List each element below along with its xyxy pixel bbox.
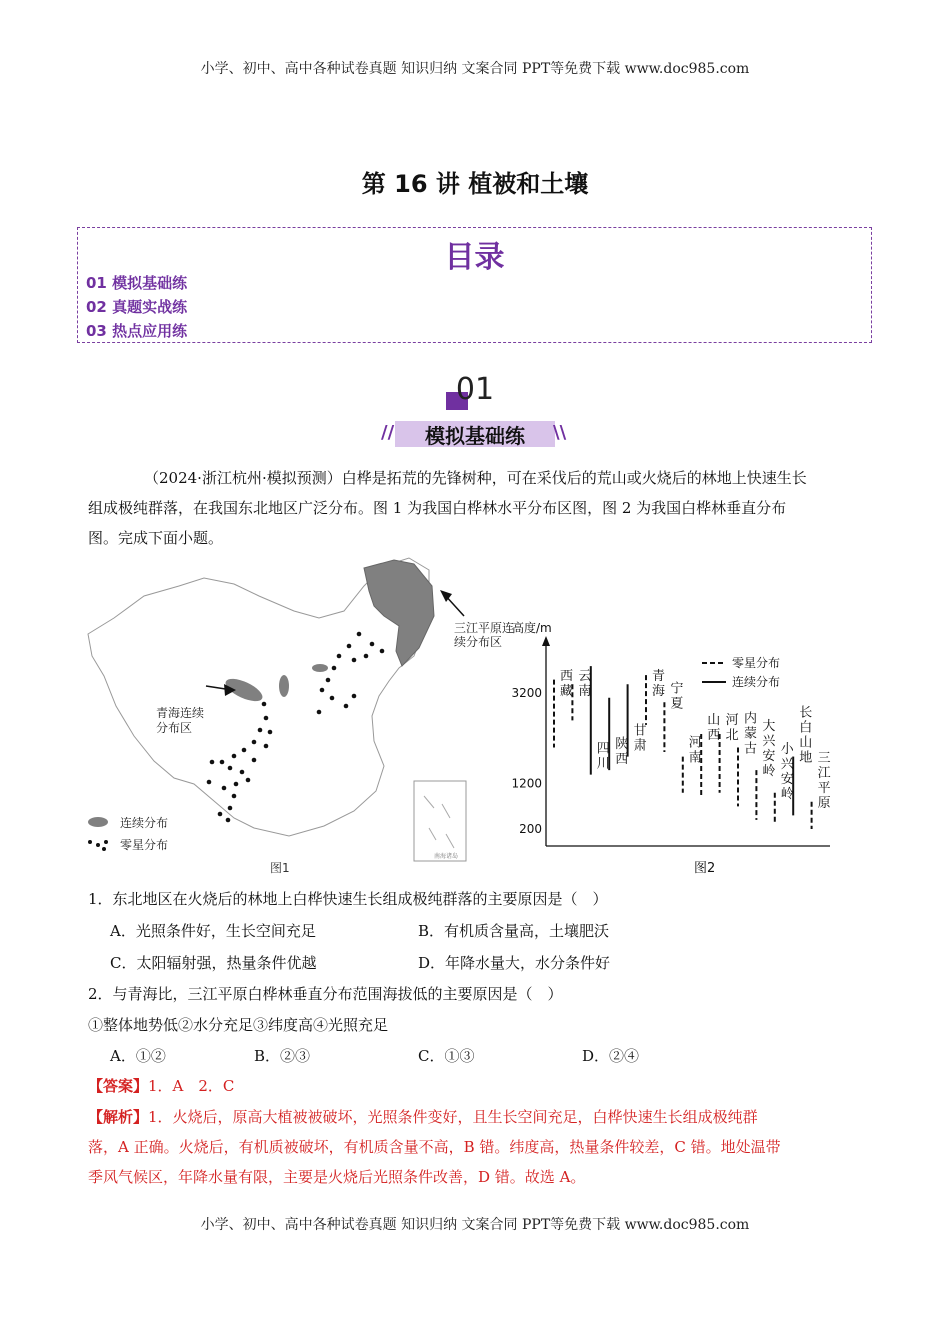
label-qinghai-2: 分布区	[156, 721, 193, 735]
question-2-sub: ①整体地势低②水分充足③纬度高④光照充足	[88, 1016, 389, 1034]
question-1-option-a[interactable]: A．光照条件好，生长空间充足	[110, 922, 316, 940]
analysis-line-1: 1．火烧后，原高大植被被破坏，光照条件变好，且生长空间充足，白桦快速生长组成极纯群	[148, 1108, 758, 1126]
analysis-line-3: 季风气候区，年降水量有限，主要是火烧后光照条件改善，D 错。故选 A。	[88, 1168, 586, 1186]
y-tick-label-0: 200	[519, 821, 542, 836]
answer-line	[88, 1071, 234, 1101]
region-label-11: 大兴安岭	[762, 719, 776, 780]
analysis-block	[88, 1102, 868, 1192]
legend-continuous-label: 连续分布	[120, 816, 169, 830]
region-label-13: 长白山地	[799, 705, 813, 766]
label-sanjiang-1: 三江平原连	[454, 621, 515, 635]
question-2-option-a[interactable]: A．①②	[110, 1047, 166, 1065]
answer-text: 1．A 2．C	[148, 1077, 235, 1095]
region-label-10: 内蒙古	[744, 711, 758, 757]
table-of-contents	[77, 227, 872, 343]
legend-scattered-text: 零星分布	[732, 656, 781, 670]
figure-1-caption: 图1	[270, 861, 290, 875]
legend-scattered-swatch	[88, 840, 108, 851]
region-label-14: 三江平原	[817, 750, 831, 811]
section-title: 模拟基础练	[425, 424, 525, 448]
analysis-line-2: 落，A 正确。火烧后，有机质被破坏，有机质含量不高，B 错。纬度高，热量条件较差，C 错。地处温带	[88, 1138, 781, 1156]
continuous-area-small-2	[312, 664, 328, 672]
legend-continuous-swatch	[88, 817, 108, 827]
legend-continuous-text: 连续分布	[732, 675, 781, 689]
region-label-4: 甘肃	[633, 723, 647, 754]
region-label-5: 青海	[652, 669, 666, 699]
question-1-option-d[interactable]: D．年降水量大，水分条件好	[418, 954, 611, 972]
toc-item-2[interactable]: 02 真题实战练	[86, 298, 188, 316]
region-label-2: 四川	[596, 741, 610, 772]
toc-heading: 目录	[444, 240, 505, 275]
region-label-7: 河南	[688, 735, 702, 766]
inset-label: 南海诸岛	[434, 853, 459, 860]
section-deco-left: //	[381, 422, 395, 443]
toc-item-1[interactable]: 01 模拟基础练	[86, 274, 188, 292]
y-tick-label-1: 1200	[511, 776, 542, 791]
answer-label: 【答案】	[88, 1077, 149, 1095]
figure-1-map	[84, 556, 515, 878]
region-label-12: 小兴安岭	[780, 741, 794, 802]
section-deco-right: \\	[553, 422, 567, 443]
question-2-option-d[interactable]: D．②④	[582, 1047, 640, 1065]
toc-item-3[interactable]: 03 热点应用练	[86, 322, 188, 340]
region-label-8: 山西	[707, 712, 721, 743]
page-header: 小学、初中、高中各种试卷真题 知识归纳 文案合同 PPT等免费下载 www.doc985.com	[200, 61, 750, 77]
question-2-option-b[interactable]: B．②③	[254, 1047, 311, 1065]
chart-y-axis-arrow	[542, 636, 550, 646]
page-footer: 小学、初中、高中各种试卷真题 知识归纳 文案合同 PPT等免费下载 www.doc985.com	[200, 1217, 750, 1233]
question-2-option-c[interactable]: C．①③	[418, 1047, 475, 1065]
section-number: 01	[455, 372, 495, 407]
analysis-label: 【解析】	[88, 1108, 149, 1126]
question-2-stem: 2．与青海比，三江平原白桦林垂直分布范围海拔低的主要原因是（ ）	[88, 985, 563, 1003]
figure-2-chart	[494, 608, 844, 880]
label-sanjiang-2: 续分布区	[454, 635, 503, 649]
chart-ylabel: 高度/m	[512, 621, 552, 635]
intro-paragraph	[88, 463, 863, 553]
label-qinghai-1: 青海连续	[156, 706, 205, 720]
question-1-option-c[interactable]: C．太阳辐射强，热量条件优越	[110, 954, 317, 972]
continuous-area-small-1	[279, 675, 289, 697]
region-label-3: 陕西	[615, 737, 629, 768]
intro-line-1: （2024·浙江杭州·模拟预测）白桦是拓荒的先锋树种，可在采伐后的荒山或火烧后的林地上快速生长	[144, 469, 807, 487]
figure-2-caption: 图2	[694, 861, 716, 876]
legend-scattered-label: 零星分布	[120, 838, 169, 852]
region-label-6: 宁夏	[670, 681, 684, 712]
inset-map-frame	[414, 781, 466, 861]
region-label-9: 河北	[725, 712, 739, 743]
region-label-1: 云南	[578, 669, 592, 699]
question-1-stem: 1．东北地区在火烧后的林地上白桦快速生长组成极纯群落的主要原因是（ ）	[88, 890, 608, 908]
question-1-option-b[interactable]: B．有机质含量高，土壤肥沃	[418, 922, 610, 940]
intro-line-3: 图。完成下面小题。	[88, 529, 224, 547]
region-label-0: 西藏	[560, 669, 574, 699]
page-title: 第 16 讲 植被和土壤	[361, 170, 589, 198]
y-tick-label-2: 3200	[511, 686, 542, 701]
intro-line-2: 组成极纯群落，在我国东北地区广泛分布。图 1 为我国白桦林水平分布区图，图 2 为我国白桦林垂直分布	[88, 499, 787, 517]
